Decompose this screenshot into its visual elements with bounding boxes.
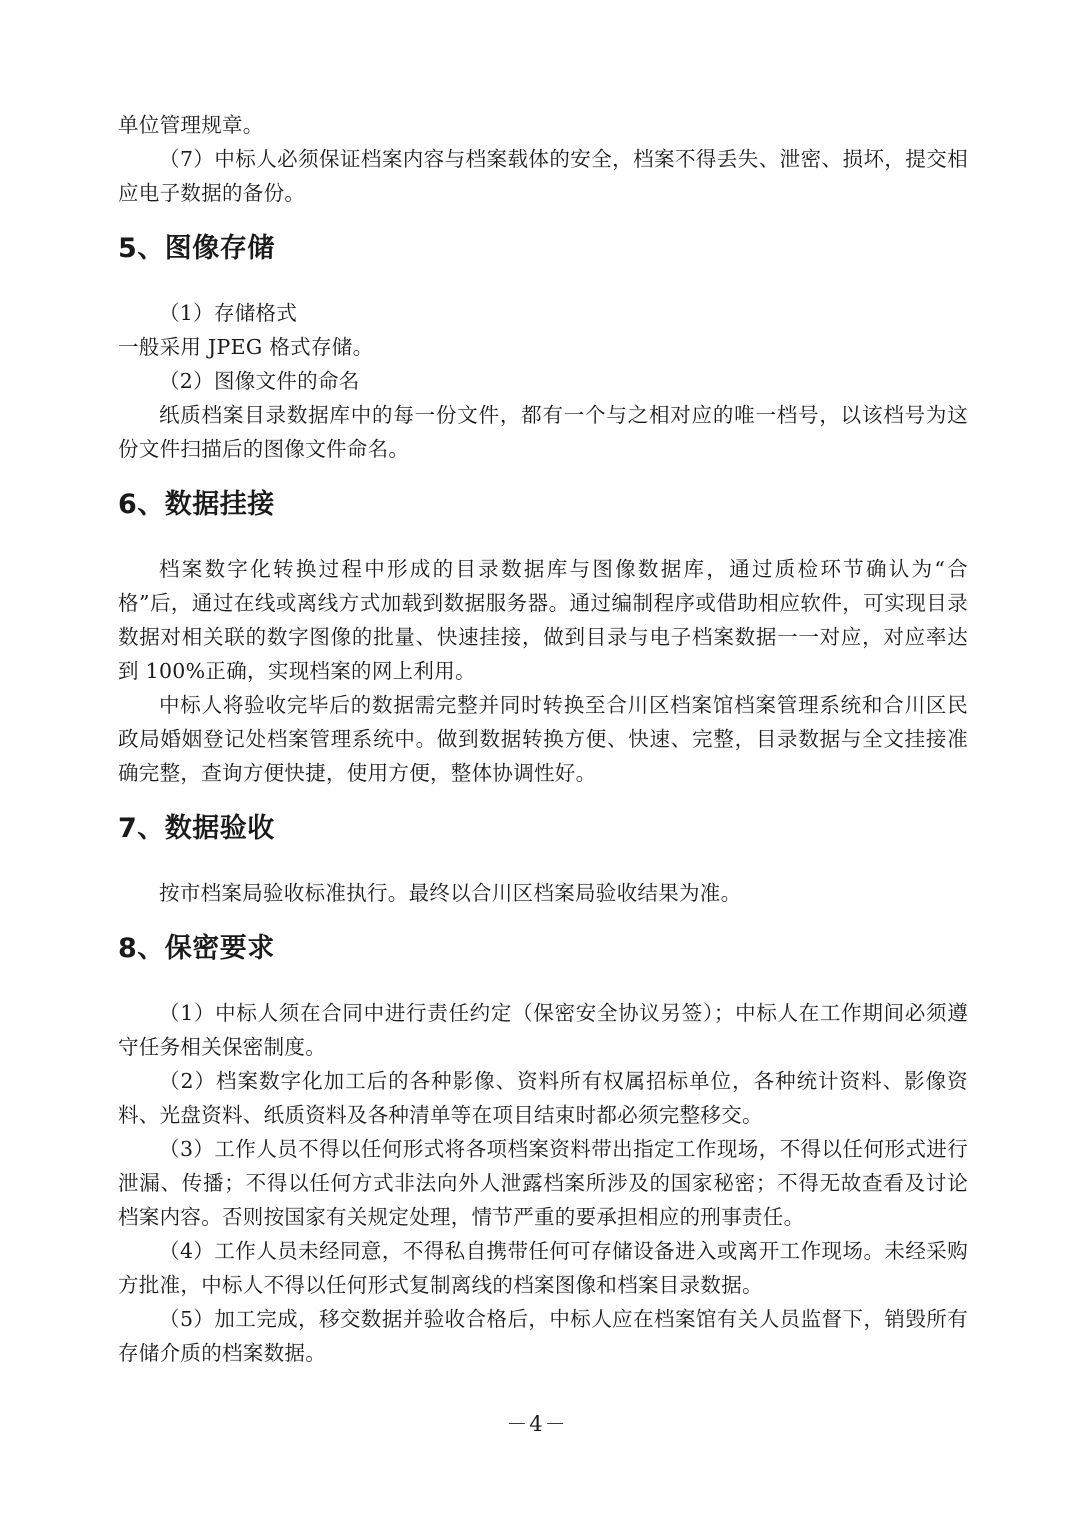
paragraph: 单位管理规章。: [118, 113, 264, 137]
paragraph: （1）中标人须在合同中进行责任约定（保密安全协议另签）；中标人在工作期间必须遵守任务相关保密制度。: [118, 1001, 968, 1059]
section-heading: 8、保密要求: [118, 933, 275, 964]
page-number: －4－: [506, 1412, 568, 1436]
paragraph: （1）存储格式: [159, 301, 298, 325]
paragraph: （7）中标人必须保证档案内容与档案载体的安全，档案不得丢失、泄密、损坏，提交相应电子数据的备份。: [118, 147, 968, 205]
section-heading: 5、图像存储: [118, 233, 275, 264]
paragraph: （5）加工完成，移交数据并验收合格后，中标人应在档案馆有关人员监督下，销毁所有存储介质的档案数据。: [118, 1307, 968, 1365]
paragraph: （4）工作人员未经同意，不得私自携带任何可存储设备进入或离开工作现场。未经采购方批准，中标人不得以任何形式复制离线的档案图像和档案目录数据。: [118, 1239, 968, 1297]
section-heading: 7、数据验收: [118, 813, 275, 844]
section-heading: 6、数据挂接: [118, 489, 275, 520]
document-page: [118, 100, 968, 1370]
paragraph: 纸质档案目录数据库中的每一份文件，都有一个与之相对应的唯一档号，以该档号为这份文件扫描后的图像文件命名。: [118, 403, 968, 461]
paragraph: （2）档案数字化加工后的各种影像、资料所有权属招标单位，各种统计资料、影像资料、光盘资料、纸质资料及各种清单等在项目结束时都必须完整移交。: [118, 1069, 968, 1127]
paragraph: 按市档案局验收标准执行。最终以合川区档案局验收结果为准。: [159, 881, 742, 905]
paragraph: （2）图像文件的命名: [159, 369, 360, 393]
paragraph: 档案数字化转换过程中形成的目录数据库与图像数据库，通过质检环节确认为“合格”后，通过在线或离线方式加载到数据服务器。通过编制程序或借助相应软件，可实现目录数据对相关联的数字图像的批量、快速挂接，做到目录与电子档案数据一一对应，对应率达到 100%正确，实现档案的网上利用。: [118, 557, 968, 683]
paragraph: 一般采用 JPEG 格式存储。: [118, 335, 374, 359]
paragraph: （3）工作人员不得以任何形式将各项档案资料带出指定工作现场，不得以任何形式进行泄漏、传播；不得以任何方式非法向外人泄露档案所涉及的国家秘密；不得无故查看及讨论档案内容。否则按国家有关规定处理，情节严重的要承担相应的刑事责任。: [118, 1137, 968, 1229]
paragraph: 中标人将验收完毕后的数据需完整并同时转换至合川区档案馆档案管理系统和合川区民政局婚姻登记处档案管理系统中。做到数据转换方便、快速、完整，目录数据与全文挂接准确完整，查询方便快捷，使用方便，整体协调性好。: [118, 693, 968, 785]
